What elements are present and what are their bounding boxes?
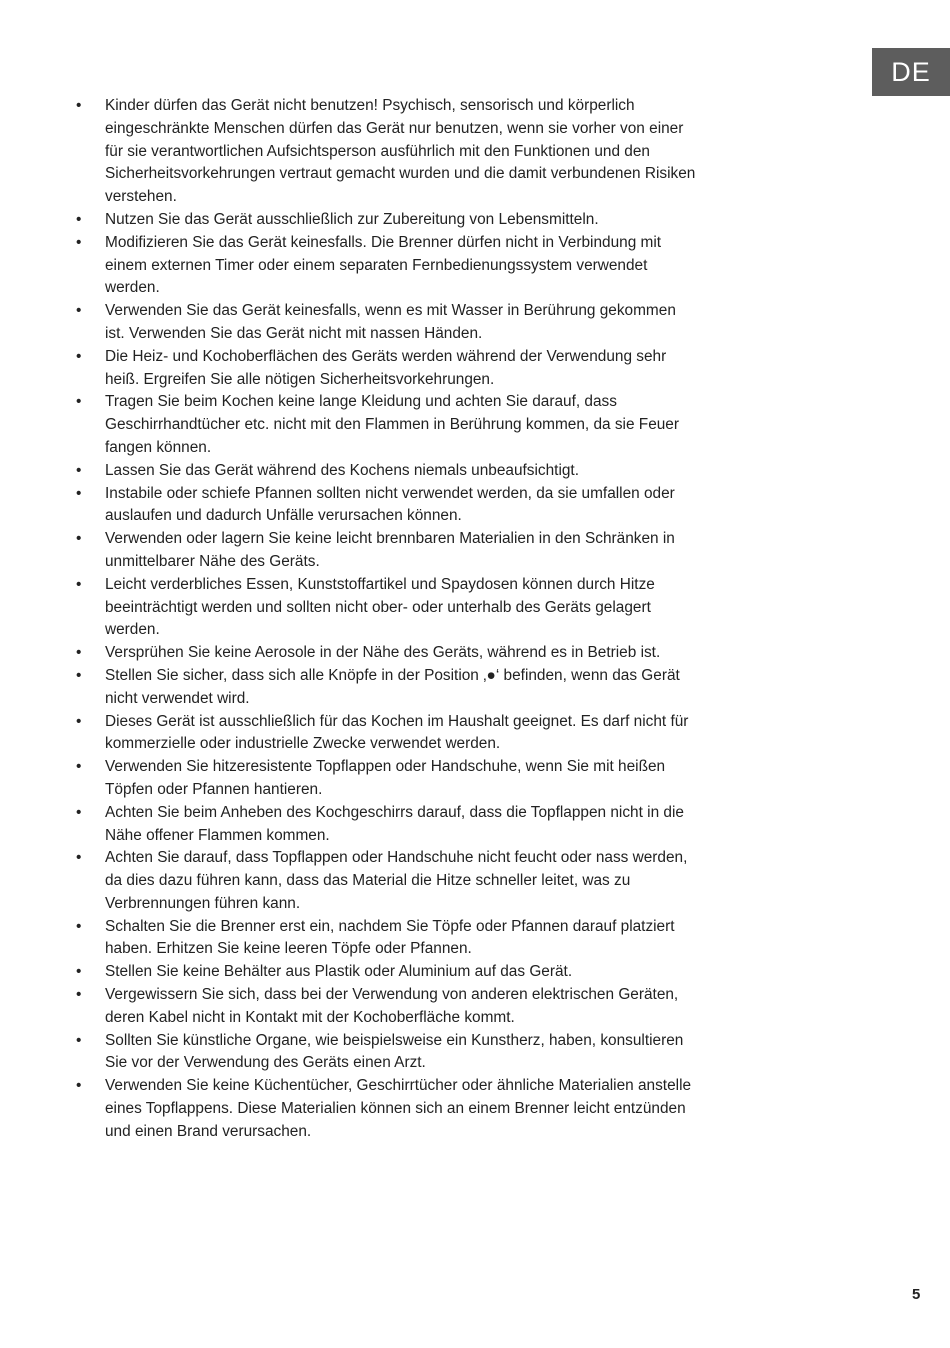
list-item-text: Modifizieren Sie das Gerät keinesfalls. Die Brenner dürfen nicht in Verbindung mit einem externen Timer oder einem separaten Fernbedienungssystem verwendet werden.	[105, 233, 662, 297]
list-item	[76, 961, 696, 984]
bullet-icon: •	[76, 666, 82, 684]
list-item	[76, 209, 696, 232]
list-item-text: Achten Sie darauf, dass Topflappen oder Handschuhe nicht feucht oder nass werden, da dies dazu führen kann, dass das Material die Hitze schneller leitet, was zu Verbrennungen führen kann.	[105, 849, 688, 912]
list-item	[76, 391, 696, 459]
list-item-text: Verwenden Sie das Gerät keinesfalls, wenn es mit Wasser in Berührung gekommen ist. Verwenden Sie das Gerät nicht mit nassen Händen.	[105, 302, 676, 342]
list-item	[76, 984, 696, 1030]
list-item	[76, 460, 696, 483]
bullet-icon: •	[76, 484, 82, 502]
list-item	[76, 574, 696, 642]
bullet-icon: •	[76, 917, 82, 935]
bullet-icon: •	[76, 347, 82, 365]
list-item	[76, 300, 696, 346]
bullet-icon: •	[76, 575, 82, 593]
bullet-icon: •	[76, 233, 82, 251]
list-item-text: Die Heiz- und Kochoberflächen des Geräts werden während der Verwendung sehr heiß. Ergreifen Sie alle nötigen Sicherheitsvorkehrungen.	[105, 347, 667, 388]
list-item-text: Versprühen Sie keine Aerosole in der Nähe des Geräts, während es in Betrieb ist.	[105, 644, 661, 662]
list-item-text: Schalten Sie die Brenner erst ein, nachdem Sie Töpfe oder Pfannen darauf platziert haben. Erhitzen Sie keine leeren Töpfe oder Pfannen.	[105, 917, 675, 958]
bullet-icon: •	[76, 803, 82, 821]
list-item	[76, 916, 696, 962]
list-item-text: Verwenden Sie keine Küchentücher, Geschirrtücher oder ähnliche Materialien anstelle eines Topflappens. Diese Materialien können sich an einem Brenner leicht entzünden und einen Brand verursachen.	[105, 1077, 692, 1140]
bullet-icon: •	[76, 712, 82, 730]
list-item	[76, 802, 696, 848]
bullet-icon: •	[76, 97, 82, 114]
bullet-icon: •	[76, 302, 82, 320]
bullet-icon: •	[76, 461, 82, 479]
list-item	[76, 483, 696, 529]
list-item	[76, 1030, 696, 1076]
bullet-icon: •	[76, 644, 82, 662]
list-item-text: Nutzen Sie das Gerät ausschließlich zur Zubereitung von Lebensmitteln.	[105, 210, 599, 228]
bullet-icon: •	[76, 1031, 82, 1049]
list-item	[76, 1075, 696, 1143]
bullet-icon: •	[76, 393, 82, 411]
bullet-icon: •	[76, 986, 82, 1004]
list-item-text: Vergewissern Sie sich, dass bei der Verwendung von anderen elektrischen Geräten, deren Kabel nicht in Kontakt mit der Kochoberfläche kommt.	[105, 986, 679, 1026]
list-item-text: Tragen Sie beim Kochen keine lange Kleidung und achten Sie darauf, dass Geschirrhandtücher etc. nicht mit den Flammen in Berührung kommen, da sie Feuer fangen können.	[105, 393, 679, 456]
list-item-text: Lassen Sie das Gerät während des Kochens niemals unbeaufsichtigt.	[105, 461, 579, 479]
list-item	[76, 642, 696, 665]
bullet-icon: •	[76, 849, 82, 867]
bullet-icon: •	[76, 1077, 82, 1095]
list-item-text: Verwenden oder lagern Sie keine leicht brennbaren Materialien in den Schränken in unmittelbarer Nähe des Geräts.	[105, 530, 675, 570]
safety-instructions	[76, 95, 696, 1144]
list-item	[76, 232, 696, 300]
page-number: 5	[912, 1286, 921, 1303]
list-item-text: Dieses Gerät ist ausschließlich für das Kochen im Haushalt geeignet. Es darf nicht für kommerzielle oder industrielle Zwecke verwendet werden.	[105, 712, 689, 753]
list-item	[76, 95, 696, 209]
list-item	[76, 665, 696, 711]
bullet-list	[76, 95, 696, 1144]
list-item-text: Stellen Sie sicher, dass sich alle Knöpfe in der Position ‚●‘ befinden, wenn das Gerät nicht verwendet wird.	[105, 666, 680, 707]
list-item-text: Leicht verderbliches Essen, Kunststoffartikel und Spaydosen können durch Hitze beeinträchtigt werden und sollten nicht ober- oder unterhalb des Geräts gelagert werden.	[105, 575, 655, 639]
bullet-icon: •	[76, 963, 82, 981]
list-item	[76, 756, 696, 802]
list-item-text: Instabile oder schiefe Pfannen sollten nicht verwendet werden, da sie umfallen oder auslaufen und dadurch Unfälle verursachen können.	[105, 484, 675, 525]
list-item-text: Achten Sie beim Anheben des Kochgeschirrs darauf, dass die Topflappen nicht in die Nähe offener Flammen kommen.	[105, 803, 684, 844]
list-item	[76, 346, 696, 392]
language-tab: DE	[872, 48, 950, 96]
bullet-icon: •	[76, 530, 82, 548]
list-item	[76, 528, 696, 574]
list-item-text: Verwenden Sie hitzeresistente Topflappen oder Handschuhe, wenn Sie mit heißen Töpfen oder Pfannen hantieren.	[105, 758, 666, 798]
list-item-text: Kinder dürfen das Gerät nicht benutzen! Psychisch, sensorisch und körperlich eingeschränkte Menschen dürfen das Gerät nur benutzen, wenn sie vorher von einer für sie verantwortlichen Aufsichtsperson ausführlich mit den Funktionen und den Sicherheitsvorkehrungen vertraut gemacht wurden und die damit verbundenen Risiken verstehen.	[105, 97, 696, 206]
list-item-text: Sollten Sie künstliche Organe, wie beispielsweise ein Kunstherz, haben, konsultieren Sie vor der Verwendung des Geräts einen Arzt.	[105, 1031, 684, 1072]
list-item-text: Stellen Sie keine Behälter aus Plastik oder Aluminium auf das Gerät.	[105, 963, 573, 981]
list-item	[76, 847, 696, 915]
bullet-icon: •	[76, 758, 82, 776]
bullet-icon: •	[76, 210, 82, 228]
list-item	[76, 711, 696, 757]
